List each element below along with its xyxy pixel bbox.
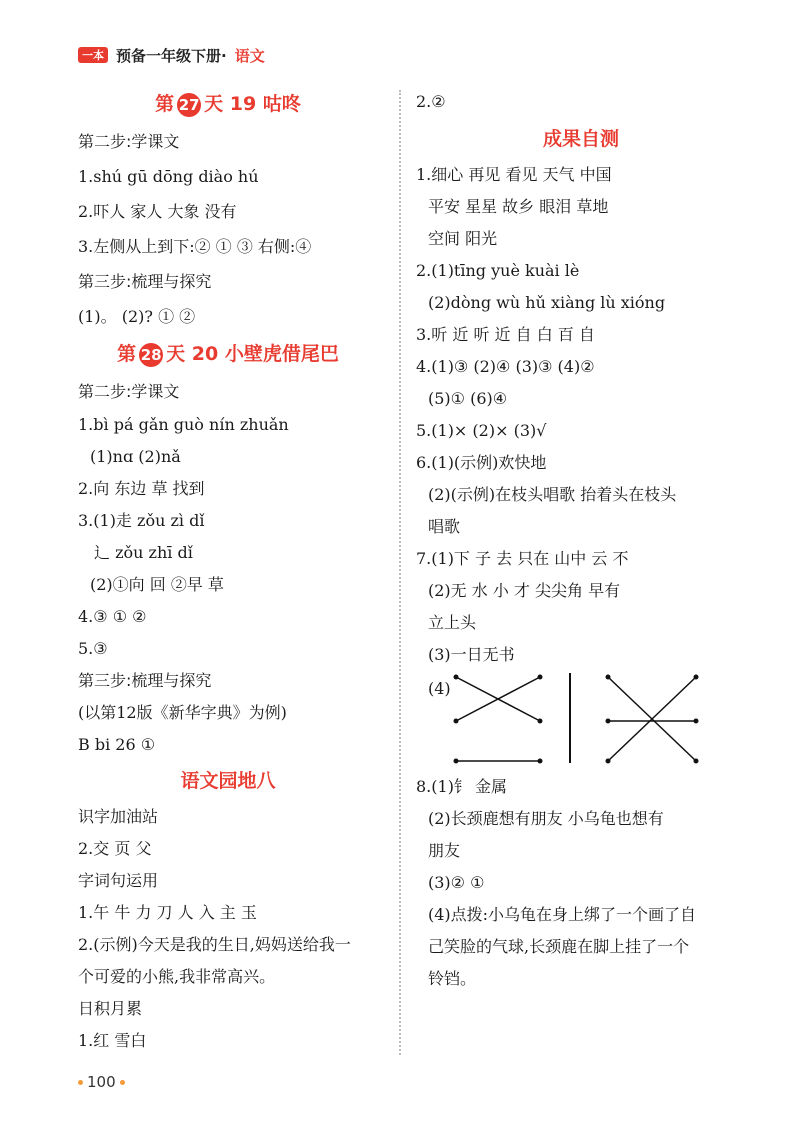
day28-number-badge: 28 (139, 343, 163, 367)
answer-line: (5)① (6)④ (428, 389, 508, 408)
page-dot-left (78, 1080, 83, 1085)
answer-line: 5.(1)× (2)× (3)√ (416, 421, 547, 440)
answer-line: 3.(1)走 zǒu zì dǐ (78, 511, 205, 530)
day28-heading (78, 334, 378, 374)
left-column (78, 84, 378, 1057)
garden-subheading: 识字加油站 (78, 807, 159, 826)
answer-line: (以第12版《新华字典》为例) (78, 703, 287, 722)
answer-line: 唱歌 (428, 517, 461, 536)
answer-line: 2.吓人 家人 大象 没有 (78, 202, 237, 221)
answer-line: 个可爱的小熊,我非常高兴。 (78, 967, 276, 986)
answer-line: (4)点拨:小乌龟在身上绑了一个画了自 (428, 905, 697, 924)
answer-line: 2.② (416, 92, 446, 111)
answer-line: 空间 阳光 (428, 229, 498, 248)
right-column (416, 84, 746, 995)
page-number (78, 1073, 125, 1091)
step2-heading: 第二步:学课文 (78, 132, 180, 151)
brand-logo: 一本 (78, 47, 108, 63)
answer-line: 8.(1)钅 金属 (416, 777, 508, 796)
answer-line: (3)② ① (428, 873, 485, 892)
step3-heading: 第三步:梳理与探究 (78, 671, 212, 690)
matching-diagram (416, 671, 746, 771)
subject-label: 语文 (234, 46, 265, 65)
garden-heading: 语文园地八 (180, 770, 276, 792)
answer-line: (1)。 (2)? ① ② (78, 307, 196, 326)
answer-line: 平安 星星 故乡 眼泪 草地 (428, 197, 609, 216)
match-group-left (454, 675, 543, 764)
answer-line: 1.午 牛 力 刀 人 入 主 玉 (78, 903, 257, 922)
answer-line: B bi 26 ① (78, 735, 156, 754)
answer-line: 己笑脸的气球,长颈鹿在脚上挂了一个 (428, 937, 690, 956)
answer-line: 2.向 东边 草 找到 (78, 479, 205, 498)
day27-prefix: 第 (155, 93, 175, 115)
answer-line: 辶 zǒu zhī dǐ (94, 543, 193, 562)
answer-line: 2.(1)tīng yuè kuài lè (416, 261, 580, 280)
answer-line: 1.bì pá gǎn guò nín zhuǎn (78, 415, 289, 434)
answer-line: 4.(1)③ (2)④ (3)③ (4)② (416, 357, 595, 376)
day28-title: 天 20 小壁虎借尾巴 (166, 343, 339, 365)
answer-line: (4) (428, 679, 451, 698)
day27-heading (78, 84, 378, 124)
answer-line: (2)①向 回 ②早 草 (90, 575, 224, 594)
answer-line: 铃铛。 (428, 969, 477, 988)
match-group-right (606, 675, 699, 764)
answer-line: (2)(示例)在枝头唱歌 抬着头在枝头 (428, 485, 677, 504)
answer-line: 3.听 近 听 近 自 白 百 自 (416, 325, 595, 344)
answer-line: 立上头 (428, 613, 477, 632)
self-test-heading: 成果自测 (542, 128, 619, 150)
garden-subheading: 日积月累 (78, 999, 143, 1018)
answer-line: 6.(1)(示例)欢快地 (416, 453, 547, 472)
day27-title: 天 19 咕咚 (204, 93, 301, 115)
page-dot-right (120, 1080, 125, 1085)
book-title: 预备一年级下册· (116, 46, 227, 65)
answer-line: 2.(示例)今天是我的生日,妈妈送给我一 (78, 935, 351, 954)
day27-number-badge: 27 (177, 93, 201, 117)
answer-line: (2)无 水 小 才 尖尖角 早有 (428, 581, 621, 600)
answer-line: 3.左侧从上到下:② ① ③ 右侧:④ (78, 237, 312, 256)
day28-prefix: 第 (117, 343, 137, 365)
answer-line: (2)长颈鹿想有朋友 小乌龟也想有 (428, 809, 664, 828)
garden-subheading: 字词句运用 (78, 871, 159, 890)
page-number-text: 100 (87, 1073, 116, 1091)
answer-line: 1.shú gū dōng diào hú (78, 167, 259, 186)
page-header (78, 44, 265, 66)
answer-line: 4.③ ① ② (78, 607, 147, 626)
answer-line: 7.(1)下 子 去 只在 山中 云 不 (416, 549, 629, 568)
answer-line: 1.细心 再见 看见 天气 中国 (416, 165, 612, 184)
answer-line: 2.交 页 父 (78, 839, 152, 858)
answer-line: 1.红 雪白 (78, 1031, 147, 1050)
matching-lines-svg (416, 671, 746, 771)
step2-heading: 第二步:学课文 (78, 382, 180, 401)
answer-line: (2)dòng wù hǔ xiàng lù xióng (428, 293, 666, 312)
answer-line: 5.③ (78, 639, 108, 658)
answer-line: 朋友 (428, 841, 461, 860)
step3-heading: 第三步:梳理与探究 (78, 272, 212, 291)
column-divider (399, 90, 401, 1055)
answer-line: (3)一日无书 (428, 645, 515, 664)
answer-line: (1)nɑ (2)nǎ (90, 447, 181, 466)
